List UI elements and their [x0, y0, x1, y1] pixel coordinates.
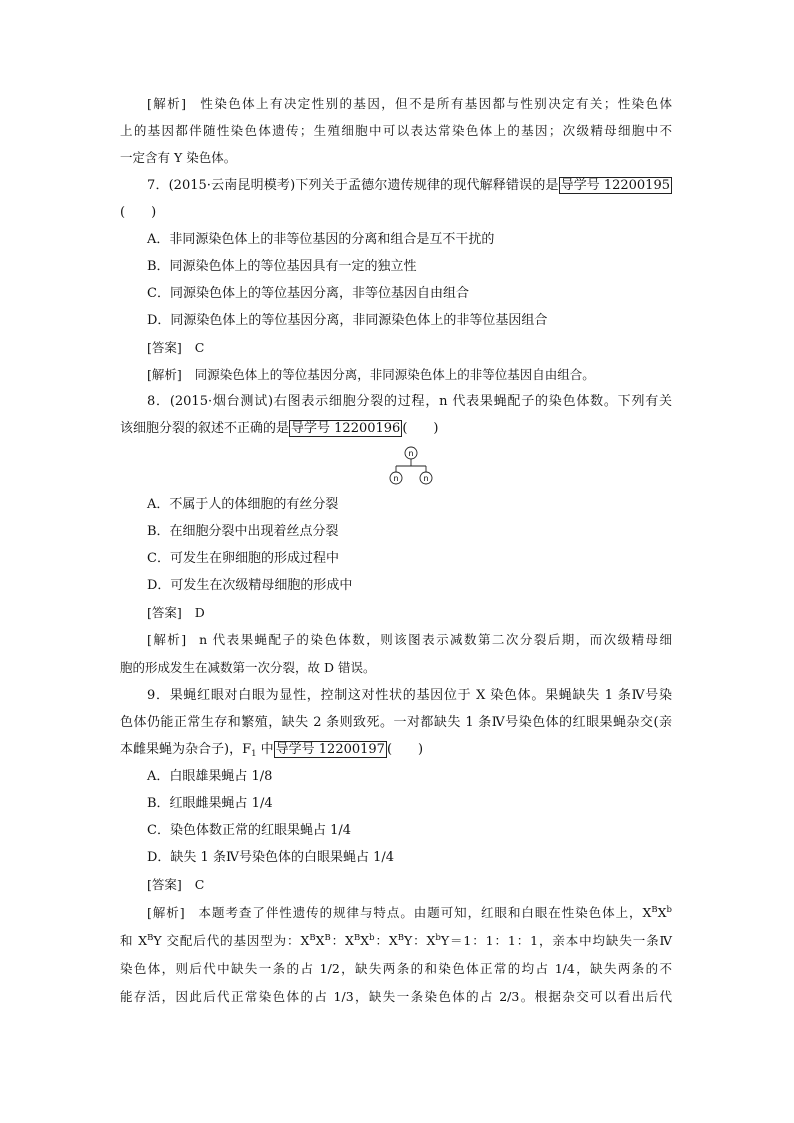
q8-stem-line-2 — [120, 415, 672, 442]
q9-stem-line-1: 9．果蝇红眼对白眼为显性，控制这对性状的基因位于 X 染色体。果蝇缺失 1 条Ⅳ号染 — [147, 688, 672, 703]
answer-label: [答案] — [147, 877, 182, 892]
q7-option-b: B．同源染色体上的等位基因具有一定的独立性 — [147, 259, 417, 274]
q8-answer — [120, 599, 672, 626]
superscript: B — [147, 933, 154, 943]
q9-option-a: A．白眼雄果蝇占 1/8 — [147, 769, 273, 784]
analysis-text: 和 X — [120, 933, 148, 948]
analysis-text: X — [315, 933, 325, 948]
q7-stem-line-1 — [120, 172, 672, 199]
q8-option-c: C．可发生在卵细胞的形成过程中 — [147, 551, 339, 566]
q7-option-d: D．同源染色体上的等位基因分离，非同源染色体上的非等位基因组合 — [147, 313, 548, 328]
answer-value: C — [194, 877, 205, 892]
q8-analysis-line-2: 胞的形成发生在减数第一次分裂，故 D 错误。 — [120, 660, 376, 675]
superscript: B — [309, 933, 316, 943]
q7-answer — [120, 334, 672, 361]
question-stem: 该细胞分裂的叙述不正确的是 — [120, 421, 290, 436]
answer-label: [答案] — [147, 340, 182, 355]
q9-analysis-line-4: 能存活，因此后代正常染色体的占 1/3，缺失一条染色体的占 2/3。根据杂交可以看出后代 — [120, 989, 672, 1004]
cell-division-diagram — [386, 445, 436, 487]
q6-analysis-line-3: 一定含有 Y 染色体。 — [120, 150, 237, 165]
q6-analysis-line-2: 上的基因都伴随性染色体遗传；生殖细胞中可以表达常染色体上的基因；次级精母细胞中不 — [120, 123, 672, 138]
analysis-text: X — [657, 905, 667, 920]
superscript: b — [369, 933, 375, 943]
analysis-text: ：X — [330, 933, 354, 948]
q8-stem-line-1: 8．(2015·烟台测试)右图表示细胞分裂的过程，n 代表果蝇配子的染色体数。下列有关 — [147, 394, 672, 409]
q9-answer — [120, 871, 672, 898]
superscript: B — [397, 933, 404, 943]
q9-analysis-line-2 — [120, 927, 672, 954]
q9-option-c: C．染色体数正常的红眼果蝇占 1/4 — [147, 823, 352, 838]
answer-value: D — [194, 605, 205, 620]
analysis-text: Y 交配后代的基因型为：X — [153, 933, 310, 948]
answer-blank: ( ) — [386, 742, 424, 757]
analysis-text: Y：X — [403, 933, 436, 948]
analysis-label: [解析] — [147, 367, 182, 382]
q8-analysis-line-1 — [120, 626, 672, 653]
q7-option-a: A．非同源染色体上的非等位基因的分离和组合是互不干扰的 — [147, 232, 495, 247]
daughter-cell-label: n — [423, 473, 429, 483]
q9-option-d: D．缺失 1 条Ⅳ号染色体的白眼果蝇占 1/4 — [147, 850, 395, 865]
q8-option-a: A．不属于人的体细胞的有丝分裂 — [147, 497, 339, 512]
superscript: B — [651, 905, 658, 915]
analysis-label: [解析] — [147, 632, 187, 647]
q7-option-c: C．同源染色体上的等位基因分离，非等位基因自由组合 — [147, 286, 469, 301]
q9-analysis-line-1 — [120, 899, 672, 926]
answer-value: C — [194, 340, 205, 355]
q9-stem-line-2: 色体仍能正常生存和繁殖，缺失 2 条则致死。一对都缺失 1 条Ⅳ号染色体的红眼果蝇杂交(亲 — [120, 715, 672, 730]
daughter-cell-label: n — [393, 473, 399, 483]
q9-analysis-line-3: 染色体，则后代中缺失一条的占 1/2，缺失两条的和染色体正常的均占 1/4，缺失两条的不 — [120, 961, 672, 976]
analysis-text: Y＝1：1：1：1，亲本中均缺失一条Ⅳ — [440, 933, 672, 948]
analysis-text: ：X — [374, 933, 398, 948]
question-stem: 7．(2015·云南昆明模考)下列关于孟德尔遗传规律的现代解释错误的是 — [147, 178, 559, 193]
superscript: b — [435, 933, 441, 943]
q7-analysis — [120, 361, 672, 388]
reference-number-box: 导学号 12200195 — [560, 178, 670, 193]
q9-stem-line-3 — [120, 736, 672, 763]
subscript: 1 — [251, 749, 257, 759]
superscript: b — [666, 905, 672, 915]
reference-number-box: 导学号 12200196 — [291, 421, 401, 436]
q9-option-b: B．红眼雌果蝇占 1/4 — [147, 796, 273, 811]
superscript: B — [324, 933, 331, 943]
superscript: B — [353, 933, 361, 943]
question-stem: 中 — [256, 742, 274, 757]
question-stem: 本雌果蝇为杂合子)，F — [120, 742, 252, 757]
analysis-label: [解析] — [147, 96, 186, 111]
answer-label: [答案] — [147, 605, 182, 620]
analysis-text: 性染色体上有决定性别的基因，但不是所有基因都与性别决定有关；性染色体 — [199, 96, 672, 111]
q8-option-d: D．可发生在次级精母细胞的形成中 — [147, 578, 353, 593]
analysis-text: X — [360, 933, 370, 948]
analysis-text: 同源染色体上的等位基因分离，非同源染色体上的非等位基因自由组合。 — [194, 367, 595, 382]
q8-option-b: B．在细胞分裂中出现着丝点分裂 — [147, 524, 339, 539]
parent-cell-label: n — [408, 448, 414, 458]
q7-answer-blank: ( ) — [120, 205, 157, 220]
analysis-label: [解析] — [147, 905, 185, 920]
answer-blank: ( ) — [402, 421, 439, 436]
reference-number-box: 导学号 12200197 — [275, 742, 385, 757]
analysis-text: 本题考查了伴性遗传的规律与特点。由题可知，红眼和白眼在性染色体上，X — [197, 905, 652, 920]
analysis-text: n 代表果蝇配子的染色体数，则该图表示减数第二次分裂后期，而次级精母细 — [199, 632, 672, 647]
q6-analysis-line-1 — [120, 90, 672, 117]
